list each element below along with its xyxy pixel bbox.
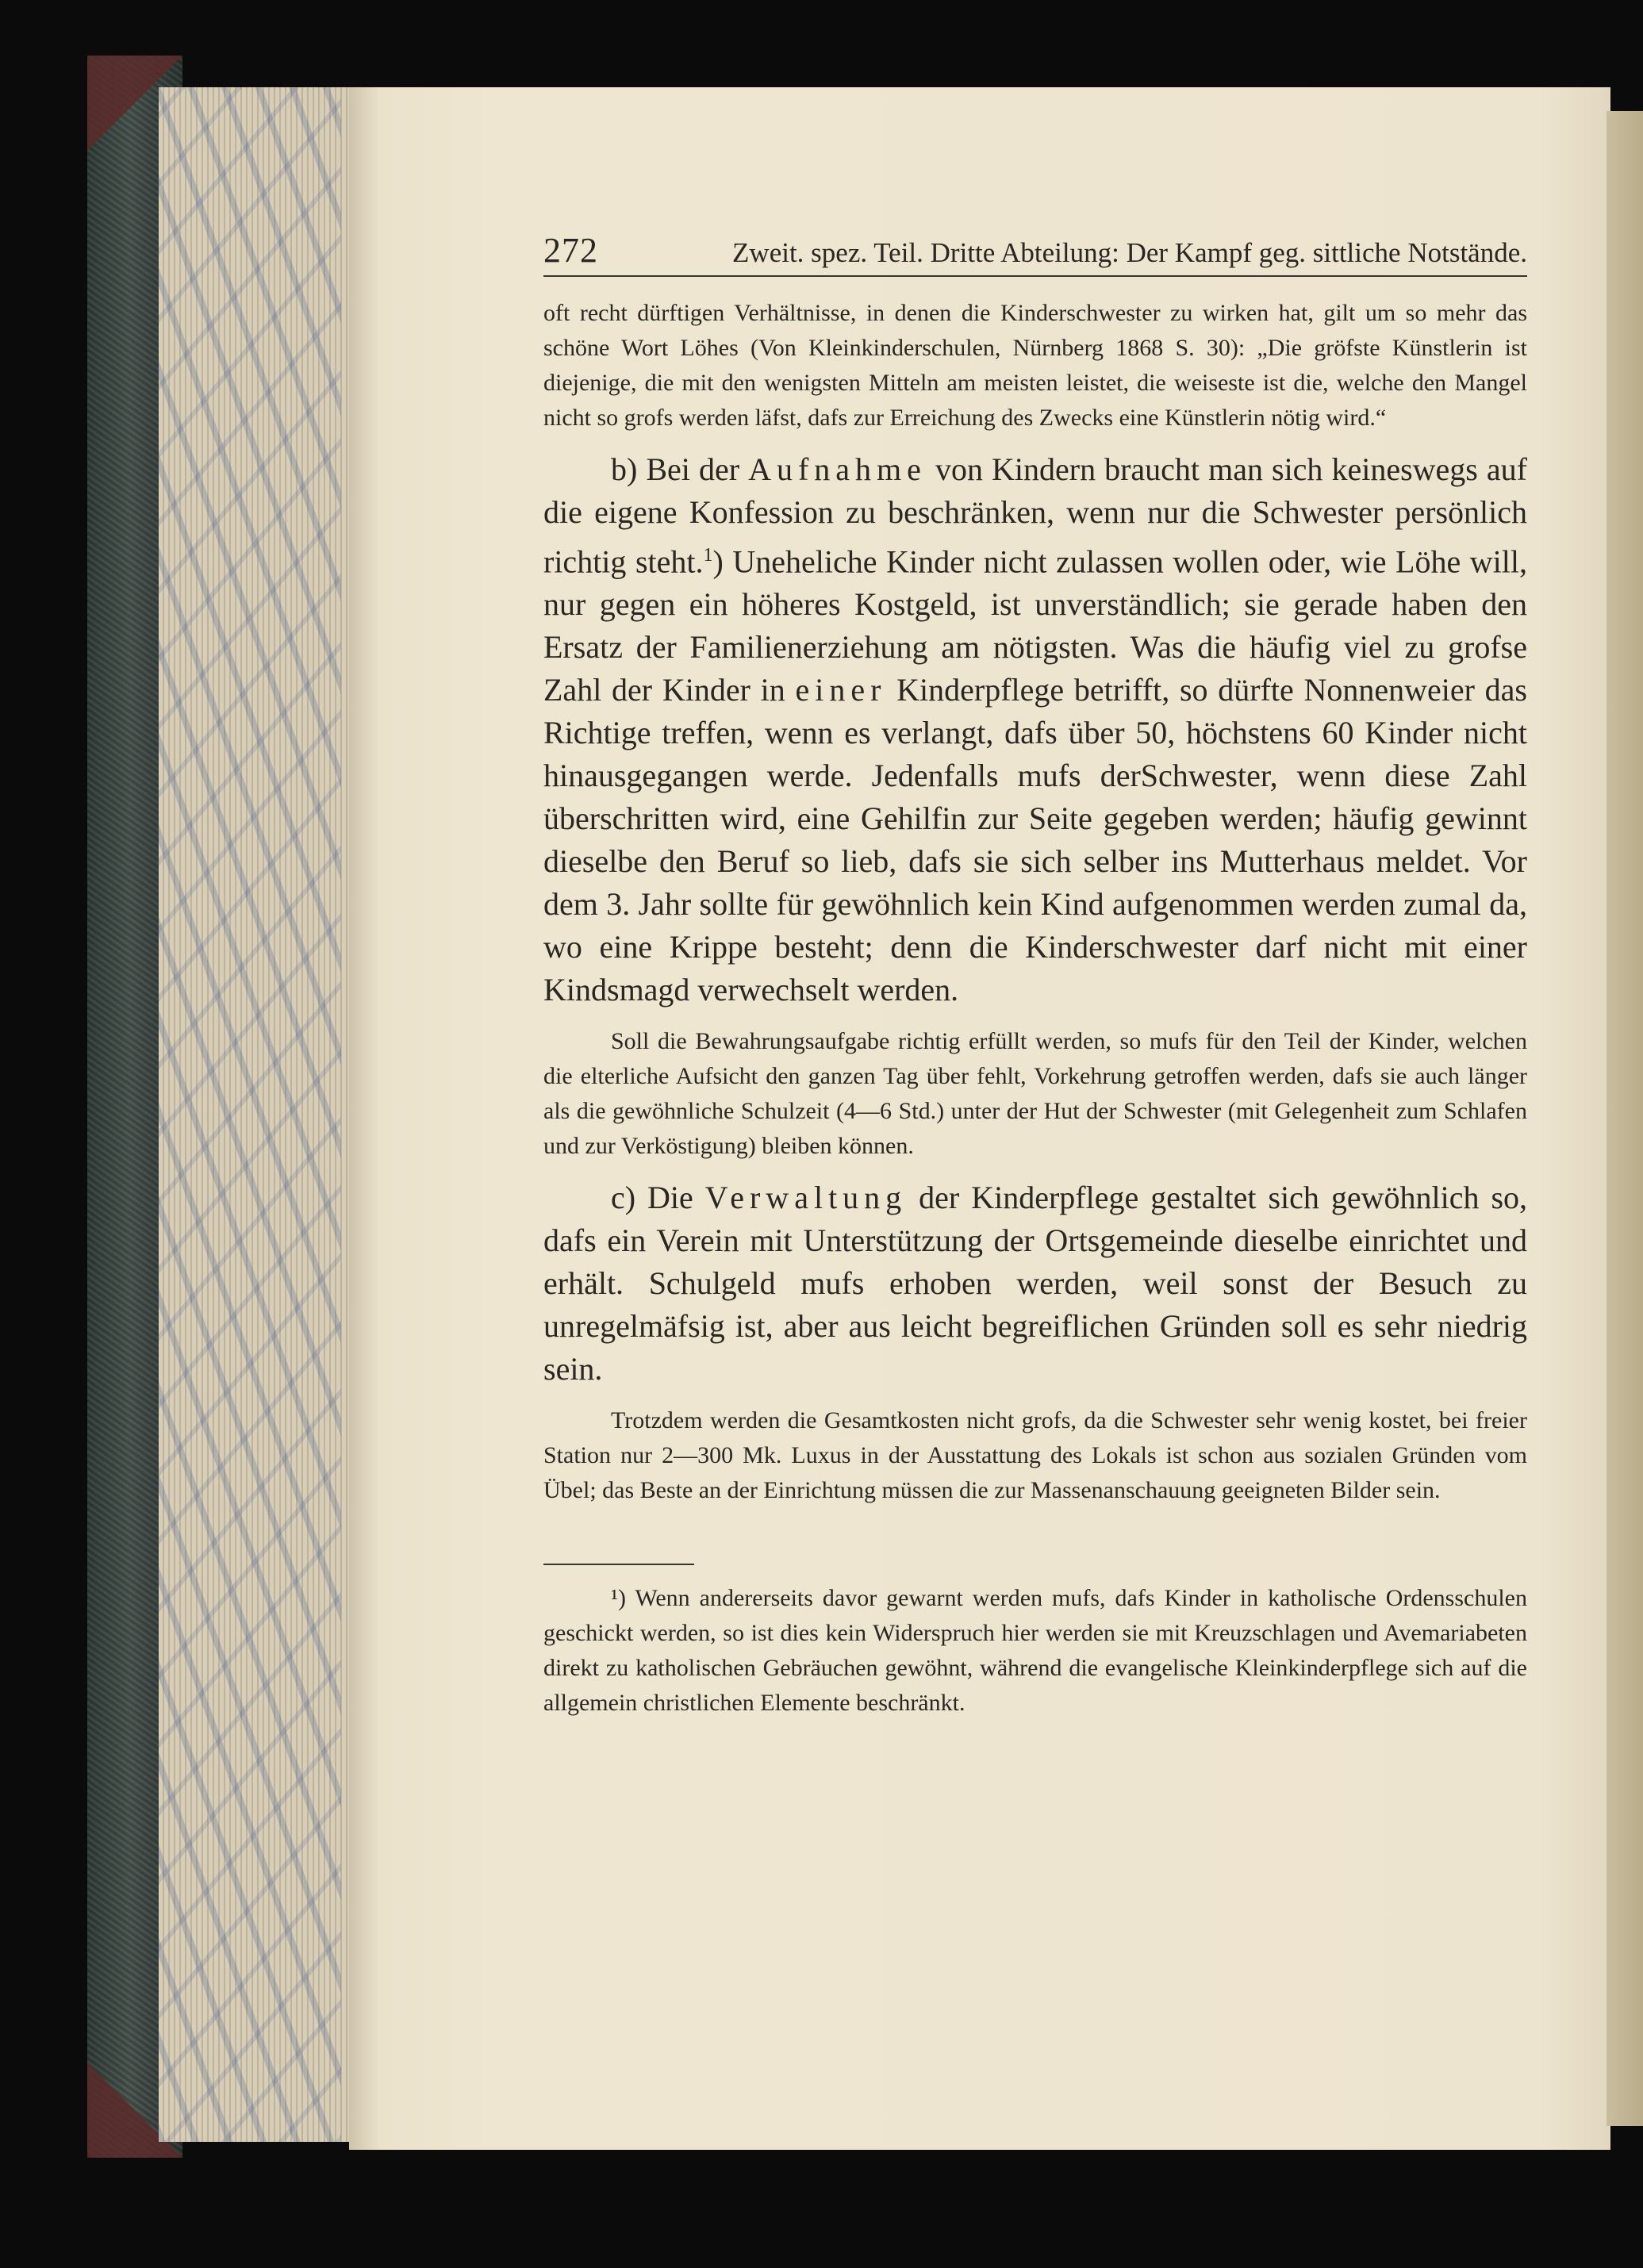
paragraph-b-mid2: ) Uneheliche Kinder nicht zulassen wollen oder, wie Löhe will, nur gegen ein höheres Kostgeld, ist unverständlich; sie gerade haben den Ersatz der Familienerziehung am nötigsten. Was die häufig viel zu grofse Zahl der Kinder in: [543, 543, 1527, 708]
paragraph-b: [543, 448, 1527, 1011]
page-text: [543, 230, 1527, 1721]
footnote-reference: 1: [703, 545, 713, 566]
footnote-marker: ¹): [611, 1585, 635, 1612]
paragraph-continuation: oft recht dürftigen Verhältnisse, in denen die Kinderschwester zu wirken hat, gilt um so mehr das schöne Wort Löhes (Von Kleinkinderschulen, Nürnberg 1868 S. 30): „Die gröfste Künstlerin ist diejenige, die mit den wenigsten Mitteln am meisten leistet, die weiseste ist die, welche den Mangel nicht so grofs werden läfst, dafs zur Erreichung des Zwecks eine Künstlerin nötig wird.“: [543, 300, 1527, 431]
paragraph-b-end: Kinderpflege betrifft, so dürfte Nonnenweier das Richtige treffen, wenn es verlangt, dafs über 50, höchstens 60 Kinder nicht hinausgegangen werde. Jedenfalls mufs derSchwester, wenn diese Zahl überschritten wird, eine Gehilfin zur Seite gegeben werden; häufig gewinnt dieselbe den Beruf so lieb, dafs sie sich selber ins Mutterhaus meldet. Vor dem 3. Jahr sollte für gewöhnlich kein Kind aufgenommen werden zumal da, wo eine Krippe besteht; denn die Kinderschwester darf nicht mit einer Kindsmagd verwechselt werden.: [543, 672, 1527, 1008]
paragraph-c: [543, 1176, 1527, 1391]
running-header-title: Zweit. spez. Teil. Dritte Abteilung: Der Kampf geg. sittliche Notstände.: [732, 237, 1527, 268]
running-header: [543, 230, 1527, 277]
paragraph-bewahrung: Soll die Bewahrungsaufgabe richtig erfüllt werden, so mufs für den Teil der Kinder, welchen die elterliche Aufsicht den ganzen Tag über fehlt, Vorkehrung getroffen werden, dafs sie auch länger als die gewöhnliche Schulzeit (4—6 Std.) unter der Hut der Schwester (mit Gelegenheit zum Schlafen und zur Verköstigung) bleiben können.: [543, 1028, 1527, 1160]
emphasis-verwaltung: Verwaltung: [704, 1180, 908, 1216]
footnote-rule: [543, 1564, 694, 1565]
right-page-edge: [1607, 111, 1643, 2126]
paragraph-c-end: der Kinderpflege gestaltet sich gewöhnlich so, dafs ein Verein mit Unterstützung der Ortsgemeinde dieselbe einrichtet und erhält. Schulgeld mufs erhoben werden, weil sonst der Besuch zu unregelmäfsig ist, aber aus leicht begreiflichen Gründen soll es sehr niedrig sein.: [543, 1180, 1528, 1387]
page-number: 272: [543, 231, 598, 270]
emphasis-einer: einer: [795, 672, 887, 708]
page-edges-marbling: [159, 87, 341, 2142]
paragraph-c-start: c) Die: [611, 1180, 705, 1216]
emphasis-aufnahme: Aufnahme: [748, 451, 927, 487]
footnote: [543, 1581, 1527, 1721]
paragraph-kosten: Trotzdem werden die Gesamtkosten nicht grofs, da die Schwester sehr wenig kostet, bei freier Station nur 2—300 Mk. Luxus in der Ausstattung des Lokals ist schon aus sozialen Gründen vom Übel; das Beste an der Einrichtung müssen die zur Massenanschauung geeigneten Bilder sein.: [543, 1407, 1527, 1504]
paragraph-b-mid: von Kindern braucht man sich keineswegs auf die eigene Konfession zu beschränken, wenn nur die Schwester persönlich richtig steht.: [543, 451, 1527, 580]
footnote-text: Wenn andererseits davor gewarnt werden mufs, dafs Kinder in katholische Ordensschulen geschickt werden, so ist dies kein Widerspruch hier werden sie mit Kreuzschlagen und Avemariabeten direkt zu katholischen Gebräuchen gewöhnt, während die evangelische Kleinkinderpflege sich auf die allgemein christlichen Elemente beschränkt.: [543, 1585, 1527, 1717]
paragraph-b-start: b) Bei der: [611, 451, 749, 487]
